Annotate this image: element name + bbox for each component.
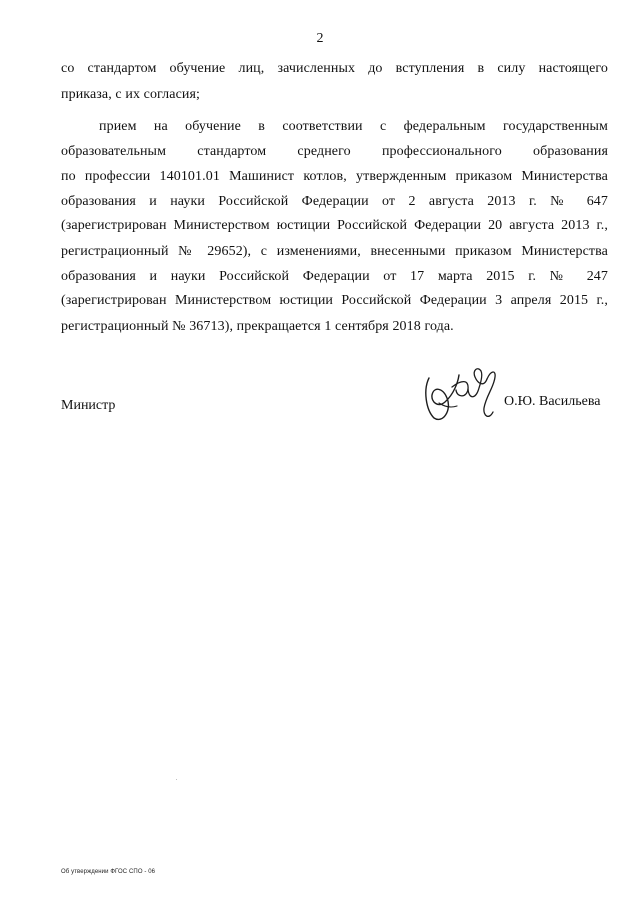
body-line-1: со стандартом обучение лиц, зачисленных до вступления в силу настоящего: [61, 61, 608, 76]
body-line-3: прием на обучение в соответствии с федеральным государственным: [99, 119, 608, 134]
body-line-9: образования и науки Российской Федерации от 17 марта 2015 г. № 247: [61, 269, 608, 284]
body-line-11: регистрационный № 36713), прекращается 1 сентября 2018 года.: [61, 319, 454, 334]
signatory-name: О.Ю. Васильева: [504, 394, 601, 409]
body-line-6: образования и науки Российской Федерации от 2 августа 2013 г. № 647: [61, 194, 608, 209]
signatory-title: Министр: [61, 398, 116, 413]
handwritten-signature: [421, 362, 499, 424]
body-line-5: по профессии 140101.01 Машинист котлов, утвержденным приказом Министерства: [61, 169, 608, 184]
body-line-10: (зарегистрирован Министерством юстиции Российской Федерации 3 апреля 2015 г.,: [61, 293, 608, 308]
body-line-2: приказа, с их согласия;: [61, 87, 201, 102]
body-line-4: образовательным стандартом среднего профессионального образования: [61, 144, 608, 159]
footer-text: Об утверждении ФГОС СПО - 06: [61, 869, 156, 875]
scan-speck: [176, 779, 177, 780]
page-number: 2: [316, 31, 324, 46]
body-line-7: (зарегистрирован Министерством юстиции Российской Федерации 20 августа 2013 г.,: [61, 218, 608, 233]
body-line-8: регистрационный № 29652), с изменениями, внесенными приказом Министерства: [61, 244, 608, 259]
